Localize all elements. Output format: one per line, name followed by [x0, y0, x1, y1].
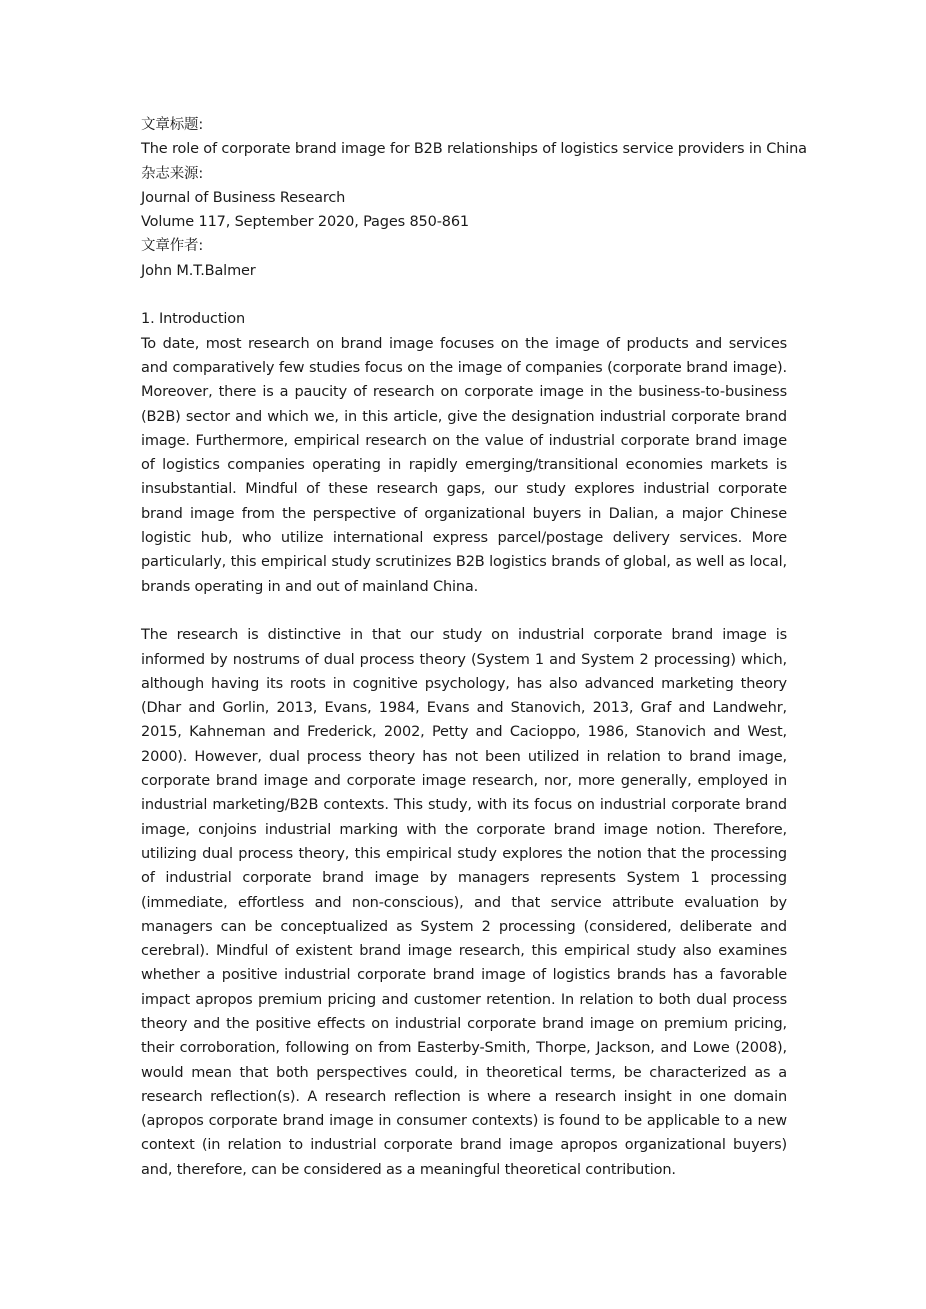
journal-name: Journal of Business Research	[141, 189, 346, 206]
article-title: The role of corporate brand image for B2B relationships of logistics service providers in China	[141, 141, 807, 158]
paragraph-2: The research is distinctive in that our study on industrial corporate brand image is informed by nostrums of dual process theory (System 1 and System 2 processing) which, although having its roots in cognitive psychology, has also advanced marketing theory (Dhar and Gorlin, 2013, Evans, 1984, Evans and Stanovich, 2013, Graf and Landwehr, 2015, Kahneman and Frederick, 2002, Petty and Cacioppo, 1986, Stanovich and West, 2000). However, dual process theory has not been utilized in relation to brand image, corporate brand image and corporate image research, nor, more generally, employed in industrial marketing/B2B contexts. This study, with its focus on industrial corporate brand image, conjoins industrial marking with the corporate brand image notion. Therefore, utilizing dual process theory, this empirical study explores the notion that the processing of industrial corporate brand image by managers represents System 1 processing (immediate, effortless and non-conscious), and that service attribute evaluation by managers can be conceptualized as System 2 processing (considered, deliberate and cerebral). Mindful of existent brand image research, this empirical study also examines whether a positive industrial corporate brand image of logistics brands has a favorable impact apropos premium pricing and customer retention. In relation to both dual process theory and the positive effects on industrial corporate brand image on premium pricing, their corroboration, following on from Easterby-Smith, Thorpe, Jackson, and Lowe (2008), would mean that both perspectives could, in theoretical terms, be characterized as a research reflection(s). A research reflection is where a research insight in one domain (apropos corporate brand image in consumer contexts) is found to be applicable to a new context (in relation to industrial corporate brand image apropos organizational buyers) and, therefore, can be considered as a meaningful theoretical contribution.	[141, 627, 787, 1178]
journal-label: 杂志来源:	[141, 165, 204, 182]
article-title-label: 文章标题:	[141, 117, 204, 133]
journal-volume: Volume 117, September 2020, Pages 850-861	[141, 214, 470, 231]
section-heading: 1. Introduction	[141, 311, 246, 328]
author-name: John M.T.Balmer	[141, 262, 256, 279]
paragraph-1: To date, most research on brand image focuses on the image of products and services and comparatively few studies focus on the image of companies (corporate brand image). Moreover, there is a paucity of research on corporate image in the business-to-business (B2B) sector and which we, in this article, give the designation industrial corporate brand image. Furthermore, empirical research on the value of industrial corporate brand image of logistics companies operating in rapidly emerging/transitional economies markets is insubstantial. Mindful of these research gaps, our study explores industrial corporate brand image from the perspective of organizational buyers in Dalian, a major Chinese logistic hub, who utilize international express parcel/postage delivery services. More particularly, this empirical study scrutinizes B2B logistics brands of global, as well as local, brands operating in and out of mainland China.	[141, 335, 787, 595]
spacer	[141, 283, 787, 307]
spacer	[141, 599, 787, 623]
document-page	[141, 113, 807, 1182]
author-label: 文章作者:	[141, 238, 204, 255]
